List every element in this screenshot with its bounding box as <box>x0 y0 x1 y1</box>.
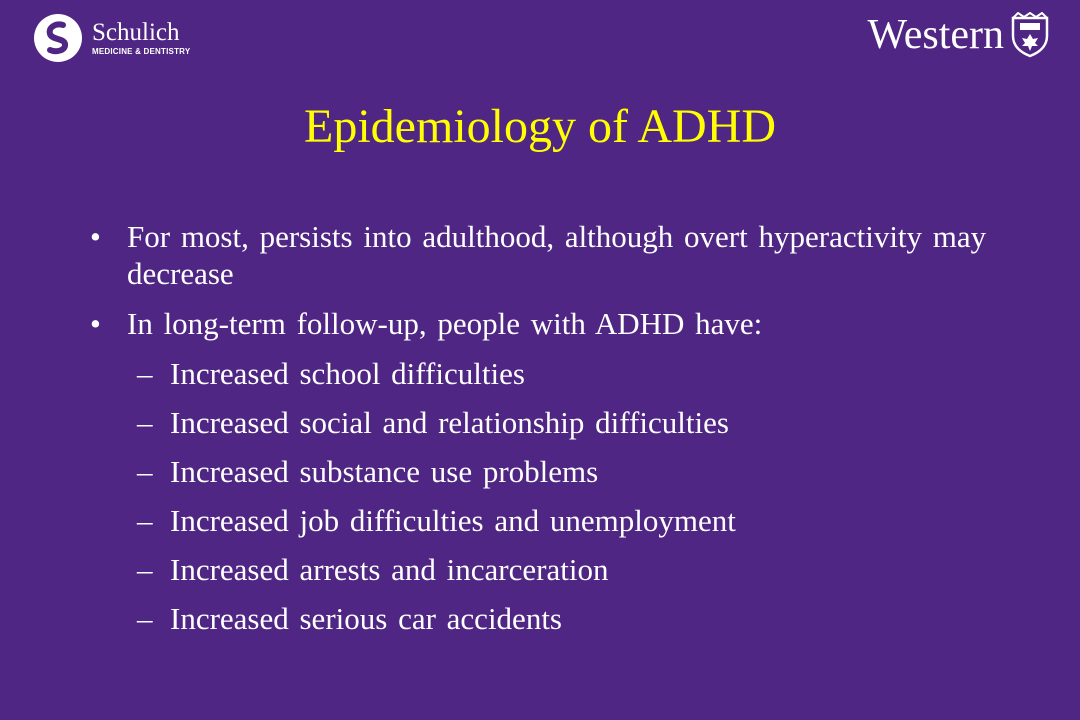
sub-bullet-text: Increased serious car accidents <box>170 601 562 636</box>
schulich-subtitle: MEDICINE & DENTISTRY <box>92 47 191 56</box>
sub-bullet-marker: – <box>137 552 153 587</box>
bullet-text: For most, persists into adulthood, although overt hyperactivity may decrease <box>127 219 987 291</box>
western-crest-icon <box>1010 12 1050 58</box>
schulich-s-icon <box>32 12 84 64</box>
bullet-marker: • <box>90 306 101 341</box>
sub-bullet-marker: – <box>137 601 153 636</box>
bullet-list <box>90 218 990 649</box>
sub-bullet-item <box>90 355 990 392</box>
sub-bullet-item <box>90 600 990 637</box>
sub-bullet-text: Increased school difficulties <box>170 356 525 391</box>
slide-title: Epidemiology of ADHD <box>304 100 776 153</box>
sub-bullet-text: Increased arrests and incarceration <box>170 552 609 587</box>
schulich-name: Schulich <box>92 19 180 46</box>
western-wordmark: Western <box>867 12 1004 58</box>
sub-bullet-marker: – <box>137 405 153 440</box>
sub-bullet-marker: – <box>137 356 153 391</box>
sub-bullet-text: Increased social and relationship difficulties <box>170 405 729 440</box>
sub-bullet-item <box>90 453 990 490</box>
sub-bullet-text: Increased job difficulties and unemployment <box>170 503 736 538</box>
western-logo <box>867 12 1050 58</box>
bullet-item <box>90 218 990 292</box>
sub-bullet-item <box>90 404 990 441</box>
bullet-marker: • <box>90 219 101 254</box>
sub-bullet-marker: – <box>137 503 153 538</box>
sub-bullet-marker: – <box>137 454 153 489</box>
bullet-item <box>90 305 990 342</box>
sub-bullet-item <box>90 551 990 588</box>
sub-bullet-item <box>90 502 990 539</box>
bullet-text: In long-term follow-up, people with ADHD have: <box>127 306 763 341</box>
sub-bullet-text: Increased substance use problems <box>170 454 599 489</box>
schulich-logo <box>32 12 190 64</box>
